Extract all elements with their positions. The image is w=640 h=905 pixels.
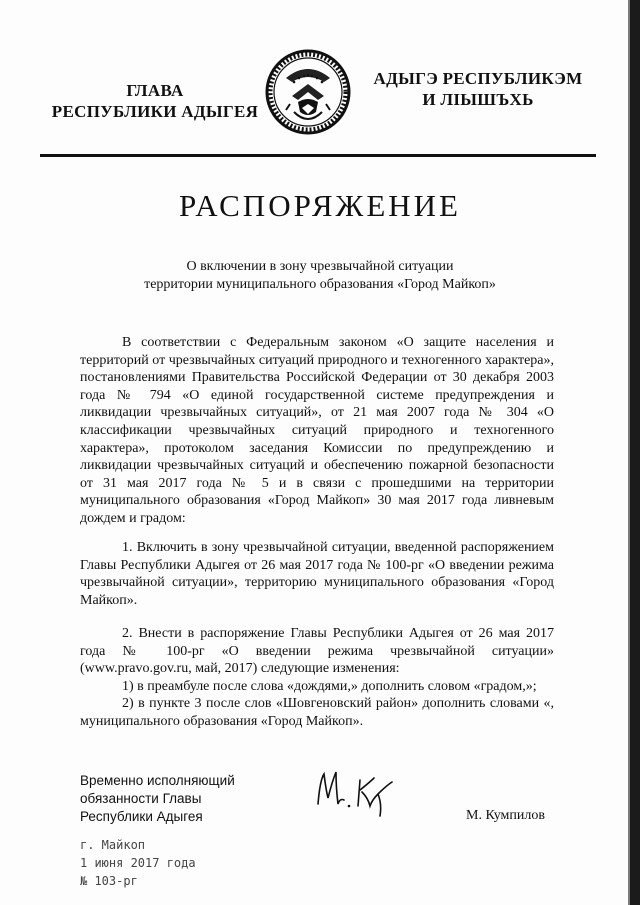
preamble-text: В соответствии с Федеральным законом «О защите населения и территорий от чрезвычайных ситуаций природного и техногенного характера», постановлениями Правительства Российской Федерации от 30 декабря 2003 года № 794 «О единой государственной системе предупреждения и ликвидации чрезвычайных ситуаций», от 21 мая 2007 года № 304 «О классификации чрезвычайных ситуаций природного и техногенного характера», протоколом заседания Комиссии по предупреждению и ликвидации чрезвычайных ситуаций и обеспечению пожарной безопасности от 31 мая 2017 года № 5 и в связи с прошедшими на территории муниципального образования «Город Майкоп» 30 мая 2017 года ливневым дождем и градом:	[80, 335, 554, 526]
position-line3: Республики Адыгея	[80, 809, 203, 824]
item-1-text: 1. Включить в зону чрезвычайной ситуации, введенной распоряжением Главы Республики Адыгея от 26 мая 2017 года № 100-рг «О введении режима чрезвычайной ситуации», территорию муниципального образования «Город Майкоп».	[80, 540, 554, 608]
subject-line2: территории муниципального образования «Город Майкоп»	[144, 277, 496, 292]
header-right	[368, 68, 588, 110]
stamp-city: г. Майкоп	[80, 838, 146, 852]
item-2-sub-1: 1) в преамбуле после слова «дождями,» дополнить словом «градом,»;	[122, 678, 537, 694]
header-left-line1: ГЛАВА	[126, 81, 184, 100]
document-title: РАСПОРЯЖЕНИЕ	[179, 188, 461, 223]
subject-line1: О включении в зону чрезвычайной ситуации	[186, 259, 454, 274]
item-2-text: 2. Внести в распоряжение Главы Республики Адыгея от 26 мая 2017 года № 100-рг «О введении режима чрезвычайной ситуации» (www.pravo.gov.ru, май, 2017) следующие изменения:	[80, 626, 554, 677]
page-edge	[630, 0, 640, 905]
stamp-number: № 103-рг	[80, 874, 138, 888]
document-subject	[80, 258, 560, 294]
adygea-emblem-icon	[264, 48, 352, 136]
item-1	[80, 539, 554, 609]
position-line2: обязанности Главы	[80, 791, 202, 806]
position-line1: Временно исполняющий	[80, 773, 235, 788]
issue-stamp	[80, 836, 196, 890]
header-left-line2: РЕСПУБЛИКИ АДЫГЕЯ	[51, 102, 259, 121]
item-2-sub-2: 2) в пункте 3 после слов «Шовгеновский район» дополнить словами «, муниципального образования «Город Майкоп».	[80, 696, 554, 729]
header-divider	[40, 154, 596, 157]
header-right-line1: АДЫГЭ РЕСПУБЛИКЭМ	[373, 69, 583, 88]
signatory-position	[80, 772, 235, 826]
header-right-line2: И ЛІЫШЪХЬ	[422, 90, 534, 109]
stamp-date: 1 июня 2017 года	[80, 856, 196, 870]
item-2	[80, 625, 554, 731]
handwritten-signature	[312, 760, 412, 820]
header-left	[40, 80, 270, 122]
signatory-name: М. Кумпилов	[466, 808, 545, 823]
preamble-paragraph	[80, 334, 554, 528]
